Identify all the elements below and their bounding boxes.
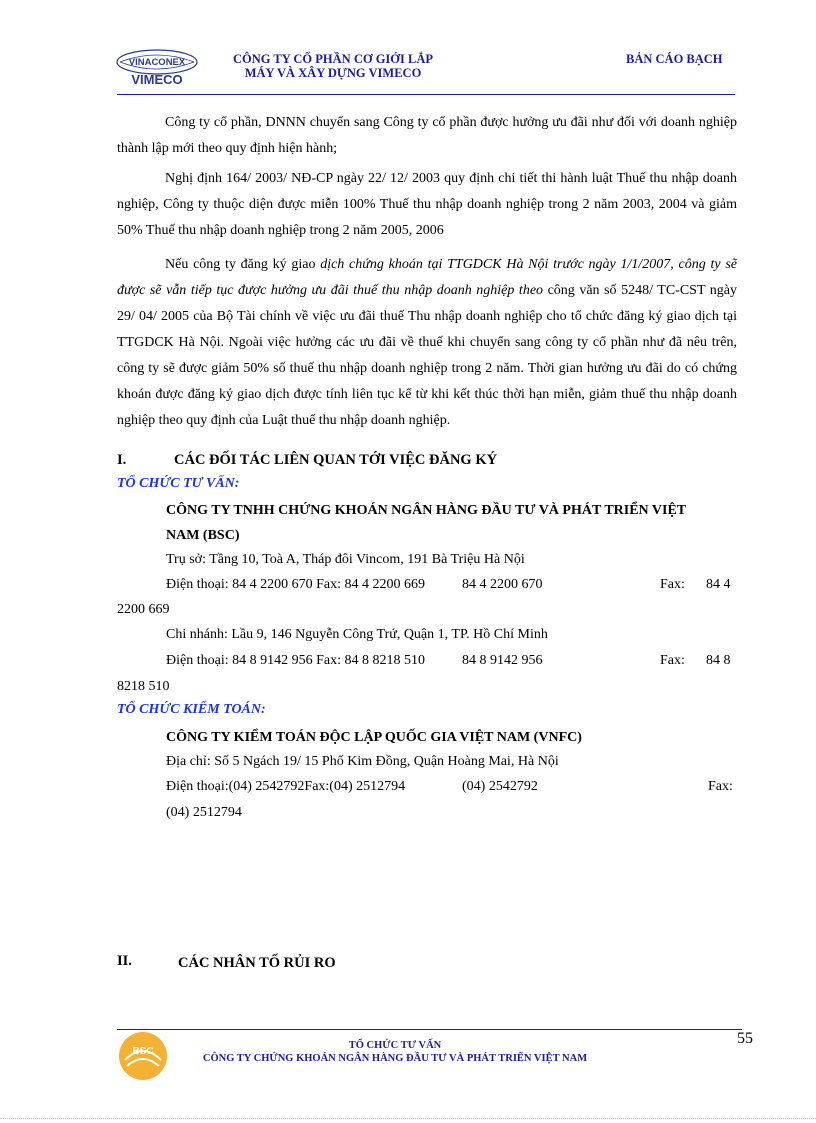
- section-1-number: I.: [117, 452, 127, 468]
- footer-line2: CÔNG TY CHỨNG KHOÁN NGÂN HÀNG ĐẦU TƯ VÀ PHÁT TRIỂN VIỆT NAM: [202, 1053, 588, 1064]
- advisor-branch-fax-part1: 84 8: [706, 653, 731, 668]
- advisor-name-line2: NAM (BSC): [166, 528, 240, 543]
- vimeco-logo: [114, 48, 200, 88]
- section-2-title: CÁC NHÂN TỐ RỦI RO: [178, 955, 336, 971]
- advisor-heading: TỔ CHỨC TƯ VẤN:: [117, 476, 240, 491]
- audit-heading: TỔ CHỨC KIỂM TOÁN:: [117, 702, 266, 717]
- paragraph-1: Công ty cổ phần, DNNN chuyển sang Công ty cổ phần được hưởng ưu đãi như đối với doanh nghiệp thành lập mới theo quy định hiện hành;: [117, 115, 737, 156]
- audit-firm-name: CÔNG TY KIỂM TOÁN ĐỘC LẬP QUỐC GIA VIỆT NAM (VNFC): [166, 730, 582, 745]
- advisor-branch-phone: Điện thoại: 84 8 9142 956 Fax: 84 8 8218 510: [166, 653, 425, 668]
- advisor-branch-phone-repeat: 84 8 9142 956: [462, 653, 543, 668]
- logo-text-top: VINACONEX: [128, 57, 186, 68]
- paragraph-3-rest: công văn số 5248/ TC-CST ngày 29/ 04/ 2005 của Bộ Tài chính về việc ưu đãi thuế Thu nhập doanh nghiệp cho tổ chức đăng ký giao dịch tại TTGDCK Hà Nội. Ngoài việc hưởng các ưu đãi về thuế khi chuyển sang công ty cổ phần như đã nêu trên, công ty sẽ được giảm 50% số thuế thu nhập doanh nghiệp trong 2 năm. Thời gian hưởng ưu đãi do có chứng khoán được đăng ký giao dịch được tính liên tục kể từ khi kết thúc thời hạn miễn, giảm thuế thu nhập doanh nghiệp theo quy định của Luật thuế thu nhập doanh nghiệp.: [117, 283, 738, 428]
- footer-divider: [117, 1029, 742, 1030]
- footer-line1: TỔ CHỨC TƯ VẤN: [348, 1040, 442, 1051]
- paragraph-3: [117, 252, 737, 434]
- company-name-line2: MÁY VÀ XÂY DỰNG VIMECO: [244, 66, 422, 80]
- page-bottom-border: [0, 1118, 816, 1119]
- section-1-title: CÁC ĐỐI TÁC LIÊN QUAN TỚI VIỆC ĐĂNG KÝ: [174, 452, 498, 468]
- audit-fax-label: Fax:: [708, 779, 733, 794]
- advisor-hq-phone-repeat: 84 4 2200 670: [462, 577, 543, 592]
- advisor-hq-fax-part1: 84 4: [706, 577, 731, 592]
- footer-text: [160, 1039, 630, 1065]
- advisor-name-line1: CÔNG TY TNHH CHỨNG KHOÁN NGÂN HÀNG ĐẦU TƯ VÀ PHÁT TRIỂN VIỆT: [166, 503, 687, 518]
- paragraph-3-lead: Nếu công ty đăng ký giao: [165, 257, 321, 272]
- header-divider: [117, 94, 735, 95]
- advisor-hq-fax-label: Fax:: [660, 577, 685, 592]
- bsc-logo-text: BSC: [132, 1046, 154, 1057]
- company-name: [218, 52, 448, 80]
- advisor-hq-phone: Điện thoại: 84 4 2200 670 Fax: 84 4 2200 669: [166, 577, 425, 592]
- advisor-hq-address: Trụ sở: Tầng 10, Toà A, Tháp đôi Vincom, 191 Bà Triệu Hà Nội: [166, 552, 525, 567]
- paragraph-2: Nghị định 164/ 2003/ NĐ-CP ngày 22/ 12/ 2003 quy định chi tiết thi hành luật Thuế thu nhập doanh nghiệp, Công ty thuộc diện được miễn 100% Thuế thu nhập doanh nghiệp trong 2 năm 2003, 2004 và giảm 50% Thuế thu nhập doanh nghiệp trong 2 năm 2005, 2006: [117, 171, 737, 238]
- audit-address: Địa chỉ: Số 5 Ngách 19/ 15 Phố Kim Đồng, Quận Hoàng Mai, Hà Nội: [166, 754, 559, 769]
- section-2-number: II.: [117, 953, 132, 969]
- advisor-hq-fax-part2: 2200 669: [117, 602, 170, 617]
- advisor-branch-address: Chi nhánh: Lầu 9, 146 Nguyễn Công Trứ, Quận 1, TP. Hồ Chí Minh: [166, 627, 548, 642]
- company-name-line1: CÔNG TY CỔ PHẦN CƠ GIỚI LẮP: [232, 52, 433, 66]
- audit-phone-repeat: (04) 2542792: [462, 779, 538, 794]
- advisor-branch-fax-label: Fax:: [660, 653, 685, 668]
- paragraph-3-italic: dịch chứng khoán tại TTGDCK Hà Nội trước ngày 1/1/2007, công ty sẽ được sẽ vẫn tiếp tục được hưởng ưu đãi thuế thu nhập doanh nghiệp theo: [117, 257, 737, 298]
- document-title: BẢN CÁO BẠCH: [626, 52, 723, 66]
- advisor-branch-fax-part2: 8218 510: [117, 679, 170, 694]
- audit-phone: Điện thoại:(04) 2542792Fax:(04) 2512794: [166, 779, 406, 794]
- logo-text-bottom: VIMECO: [131, 72, 183, 87]
- audit-fax: (04) 2512794: [166, 805, 242, 820]
- page-number: 55: [737, 1030, 753, 1047]
